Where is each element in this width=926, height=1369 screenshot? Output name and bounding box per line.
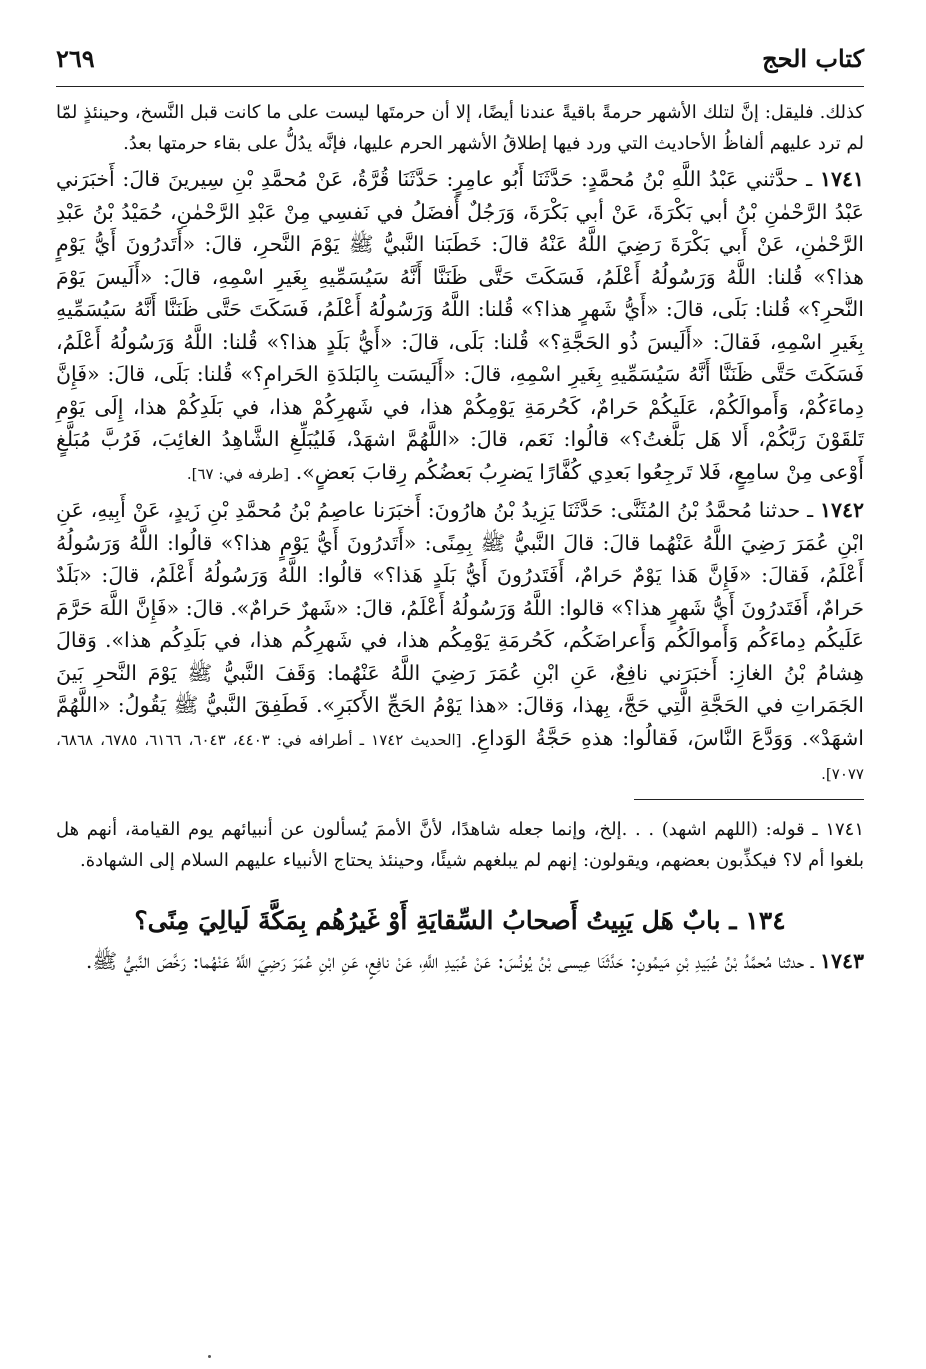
hadith-1742 bbox=[56, 494, 864, 791]
scan-speck bbox=[208, 1355, 211, 1358]
hadith-reference: [الحديث ١٧٤٢ ـ أطرافه في: ٤٤٠٣، ٦٠٤٣، ٦١٦٦، ٦٧٨٥، ٦٨٦٨، ٧٠٧٧]. bbox=[56, 730, 864, 783]
chapter-title: ـ بابٌ هَل يَبِيتُ أَصحابُ السِّقايَةِ أَوْ غَيرُهُم بِمَكَّةَ لَيالِيَ مِنًى؟ bbox=[134, 905, 737, 935]
chapter-number: ١٣٤ bbox=[745, 905, 786, 935]
hadith-1741 bbox=[56, 163, 864, 490]
chapter-heading bbox=[56, 906, 864, 935]
hadith-1743 bbox=[56, 945, 864, 978]
book-title: كتاب الحج bbox=[762, 44, 864, 73]
hadith-number: ١٧٤١ bbox=[819, 167, 864, 191]
commentary-note: ١٧٤١ ـ قوله: (اللهم اشهد) . . .إلخ، وإنما جعله شاهدًا، لأنَّ الأممَ يُسألون عن أنبيائهم يوم القيامة، أنهم هل بلغوا أم لا؟ فيكذِّبون بعضهم، ويقولون: إنهم لم يبلغهم شيئًا، وحينئذ يحتاج الأنبياء عليهم السلام إلى الشهادة. bbox=[56, 818, 864, 871]
hadith-reference: [طرفه في: ٦٧]. bbox=[186, 464, 290, 483]
hadith-text: ـ حدَّثني عَبْدُ اللَّهِ بْنُ مُحمَّدٍ: حَدَّثَنَا أَبُو عامِرٍ: حَدَّثَنَا قُرَّةُ، عَنْ مُحمَّدِ بْنِ سِيرينَ قالَ: أَخبَرَني عَبْدُ الرَّحْمٰنِ بْنُ أبي بَكْرَةَ، عَنْ أبي بَكْرَةَ، وَرَجُلٌ أَفضَلُ في نَفسِي مِنْ عَبْدِ الرَّحْمٰنِ، حُمَيْدُ بْنُ عَبْدِ الرَّحْمٰنِ، عَنْ أَبي بَكْرَةَ رَضِيَ اللَّهُ عَنْهُ قالَ: خَطَبَنا النَّبيُّ ﷺ يَوْمَ النَّحرِ، قالَ: «أَتَدرُونَ أَيُّ يَوْمٍ هذا؟» قُلنا: اللَّهُ وَرَسُولُهُ أَعْلَمُ، فَسَكَتَ حَتَّى ظَنَنَّا أَنَّهُ سَيُسَمِّيهِ بِغَيرِ اسْمِهِ، قالَ: «أَلَيسَ يَوْمَ النَّحرِ؟» قُلنا: بَلَى، قالَ: «أَيُّ شَهرٍ هذا؟» قُلنا: اللَّهُ وَرَسُولُهُ أَعْلَمُ، فَسَكَتَ حَتَّى ظَنَنَّا أَنَّهُ سَيُسَمِّيهِ بِغَيرِ اسْمِهِ، فَقالَ: «أَلَيسَ ذُو الحَجَّةِ؟» قُلنا: بَلَى، قالَ: «أَيُّ بَلَدٍ هذا؟» قُلنا: اللَّهُ وَرَسُولُهُ أَعْلَمُ، فَسَكَتَ حَتَّى ظَنَنَّا أَنَّهُ سَيُسَمِّيهِ بِغَيرِ اسْمِهِ، قالَ: «أَلَيسَت بِالبَلدَةِ الحَرامِ؟» قُلنا: بَلَى، قالَ: «فَإِنَّ دِماءَكُمْ، وَأَموالَكُمْ، عَلَيكُمْ حَرامٌ، كَحُرمَةِ يَوْمِكُمْ هذا، في شَهرِكُمْ هذا، في بَلَدِكُمْ هذا، إِلَى يَوْمِ تَلقَوْنَ رَبَّكُمْ، أَلا هَل بَلَّغتُ؟» قالُوا: نَعَم، قالَ: «اللَّهُمَّ اشهَدْ، فَليُبَلِّغِ الشَّاهِدُ الغائِبَ، فَرُبَّ مُبَلَّغٍ أَوْعى مِنْ سامِعٍ، فَلا تَرجِعُوا بَعدِي كُفَّارًا يَضرِبُ بَعضُكُم رِقابَ بَعضٍ». bbox=[56, 167, 864, 484]
footnote-separator bbox=[634, 799, 864, 800]
header-rule bbox=[56, 86, 864, 87]
hadith-number: ١٧٤٢ bbox=[819, 498, 864, 522]
hadith-text: ـ حدثنا مُحمَّدُ بْنُ عُبَيدِ بْنِ مَيمُونٍ: حَدَّثَنَا عِيسى بْنُ يُونُسَ: عَنْ عُبَيدِ اللَّهِ، عَنْ نافِعٍ، عَنِ ابْنِ عُمَرَ رَضِيَ اللَّهُ عَنْهُما: رَخَّصَ النَّبيُّ ﷺ. bbox=[85, 948, 814, 973]
hadith-number: ١٧٤٣ bbox=[819, 948, 864, 973]
hadith-text: ـ حدثنا مُحمَّدُ بْنُ المُثَنَّى: حَدَّثَنَا يَزِيدُ بْنُ هارُونَ: أَخبَرَنا عاصِمُ بْنُ مُحمَّدِ بْنِ زَيدٍ، عَنْ أَبِيهِ، عَنِ ابْنِ عُمَرَ رَضِيَ اللَّهُ عَنْهُما قالَ: قالَ النَّبيُّ ﷺ بِمِنًى: «أَتَدرُونَ أَيُّ يَوْمٍ هذا؟» قالُوا: اللَّهُ وَرَسُولُهُ أَعْلَمُ، فَقالَ: «فَإِنَّ هَذا يَوْمٌ حَرامٌ، أَفَتَدرُونَ أَيُّ بَلَدٍ هَذا؟» قالُوا: اللَّهُ وَرَسُولُهُ أَعْلَمُ، قالَ: «بَلَدٌ حَرامٌ، أَفَتَدرُونَ أَيُّ شَهرٍ هذا؟» قالوا: اللَّهُ وَرَسُولُهُ أَعْلَمُ، قالَ: «شَهرٌ حَرامٌ». قالَ: «فَإِنَّ اللَّهَ حَرَّمَ عَلَيكُم دِماءَكُم وَأَموالَكُم وَأَعراضَكُم، كَحُرمَةِ يَوْمِكُم هذا، في شَهرِكُم هذا، في بَلَدِكُم هذا». وَقالَ هِشامُ بْنُ الغازِ: أَخبَرَني نافِعٌ، عَنِ ابْنِ عُمَرَ رَضِيَ اللَّهُ عَنْهُما: وَقَفَ النَّبيُّ ﷺ يَوْمَ النَّحرِ بَينَ الجَمَراتِ في الحَجَّةِ الَّتِي حَجَّ، بِهذا، وَقالَ: «هذا يَوْمُ الحَجِّ الأَكبَرِ». فَطَفِقَ النَّبيُّ ﷺ يَقُولُ: «اللَّهُمَّ اشهَدْ». وَوَدَّعَ النَّاسَ، فَقالُوا: هذهِ حَجَّةُ الوَداعِ. bbox=[56, 498, 864, 750]
page-header bbox=[56, 44, 864, 80]
intro-paragraph: كذلك. فليقل: إنَّ لتلك الأشهر حرمةً باقيةً عندنا أيضًا، إلا أن حرمتَها ليست على ما كانت قبل النَّسخ، وحينئذٍ لمّا لم ترد عليهم ألفاظُ الأحاديث التي ورد فيها إطلاقُ الأشهر الحرم عليها، فإنَّه يدُلُّ على بقاء حرمتها بعدُ. bbox=[56, 102, 864, 154]
page-number: ٢٦٩ bbox=[56, 44, 95, 73]
